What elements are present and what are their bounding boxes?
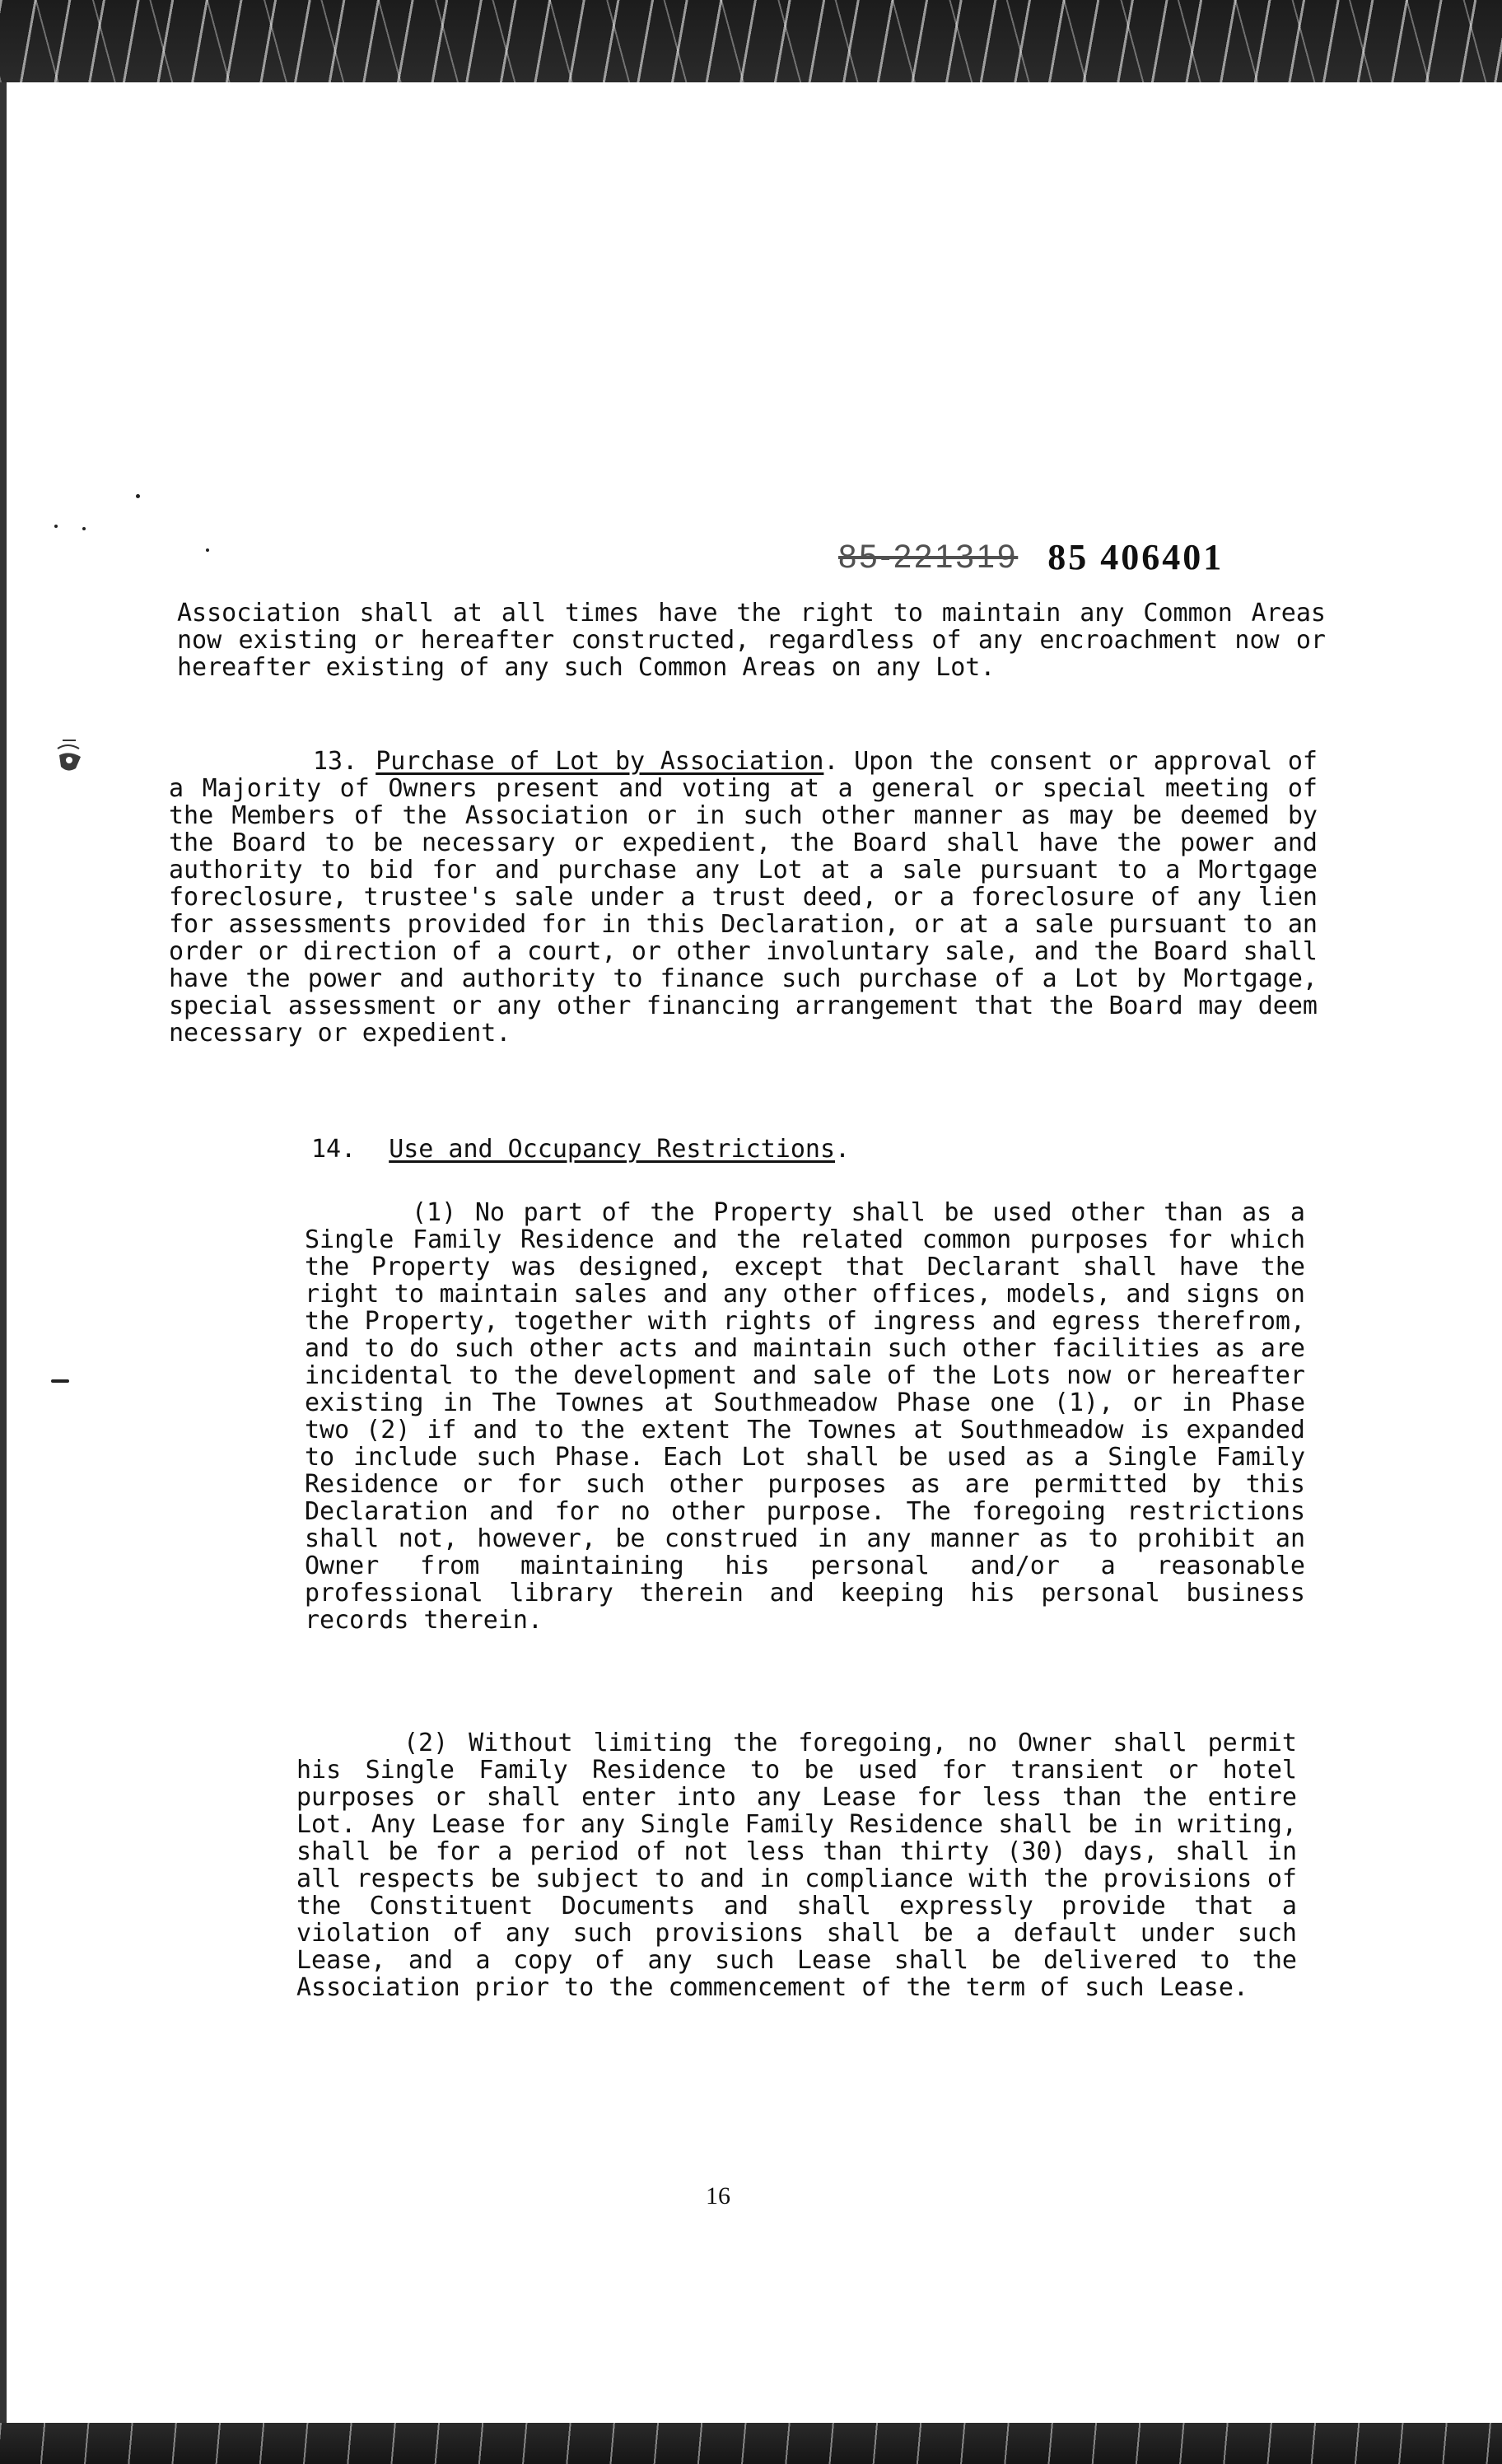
page-number: 16 xyxy=(706,2182,730,2210)
section-14-heading-line xyxy=(311,1135,850,1164)
section-14-number: 14. xyxy=(311,1135,357,1164)
section-13-paragraph xyxy=(169,748,1318,1047)
continuation-paragraph: Association shall at all times have the right to maintain any Common Areas now existing or hereafter constructed, regardless of any encroachment now or hereafter existing of any such Common Areas on any Lot. xyxy=(177,599,1326,682)
section-14-heading: Use and Occupancy Restrictions xyxy=(389,1135,836,1164)
recording-numbers xyxy=(838,534,1382,580)
section-13-heading: Purchase of Lot by Association xyxy=(376,747,824,776)
old-document-number: 85-221319 xyxy=(838,538,1019,575)
section-13-number: 13. xyxy=(313,747,358,776)
section-14-heading-period: . xyxy=(835,1135,851,1164)
document-number: 85 406401 xyxy=(1047,536,1224,577)
section-13-text: . Upon the consent or approval of a Majority of Owners present and voting at a general or special meeting of the Members of the Association or in such other manner as may be deemed by the Board to be necessary or expedient, the Board shall have the power and authority to bid for and purchase any Lot at a sale pursuant to a Mortgage foreclosure, trustee's sale under a trust deed, or a foreclosure of any lien for assessments provided for in this Declaration, or at a sale pursuant to an order or direction of a court, or other involuntary sale, and the Board shall have the power and authority to finance such purchase of a Lot by Mortgage, special assessment or any other financing arrangement that the Board may deem necessary or expedient. xyxy=(169,747,1318,1048)
section-14-subsection-1: (1) No part of the Property shall be used other than as a Single Family Residence and the related common purposes for which the Property was designed, except that Declarant shall have the right to maintain sales and any other offices, models, and signs on the Property, together with rights of ingress and egress therefrom, and to do such other acts and maintain such other facilities as are incidental to the development and sale of the Lots now or hereafter existing in The Townes at Southmeadow Phase one (1), or in Phase two (2) if and to the extent The Townes at Southmeadow is expanded to include such Phase. Each Lot shall be used as a Single Family Residence or for such other purposes as are permitted by this Declaration and for no other purpose. The foregoing restrictions shall not, however, be construed in any manner as to prohibit an Owner from maintaining his personal and/or a reasonable professional library therein and keeping his personal business records therein. xyxy=(305,1198,1305,1635)
section-14-subsection-2: (2) Without limiting the foregoing, no Owner shall permit his Single Family Residence to be used for transient or hotel purposes or shall enter into any Lease for less than the entire Lot. Any Lease for any Single Family Residence shall be in writing, shall be for a period of not less than thirty (30) days, shall in all respects be subject to and in compliance with the provisions of the Constituent Documents and shall expressly provide that a violation of any such provisions shall be a default under such Lease, and a copy of any such Lease shall be delivered to the Association prior to the commencement of the term of such Lease. xyxy=(296,1729,1297,2002)
